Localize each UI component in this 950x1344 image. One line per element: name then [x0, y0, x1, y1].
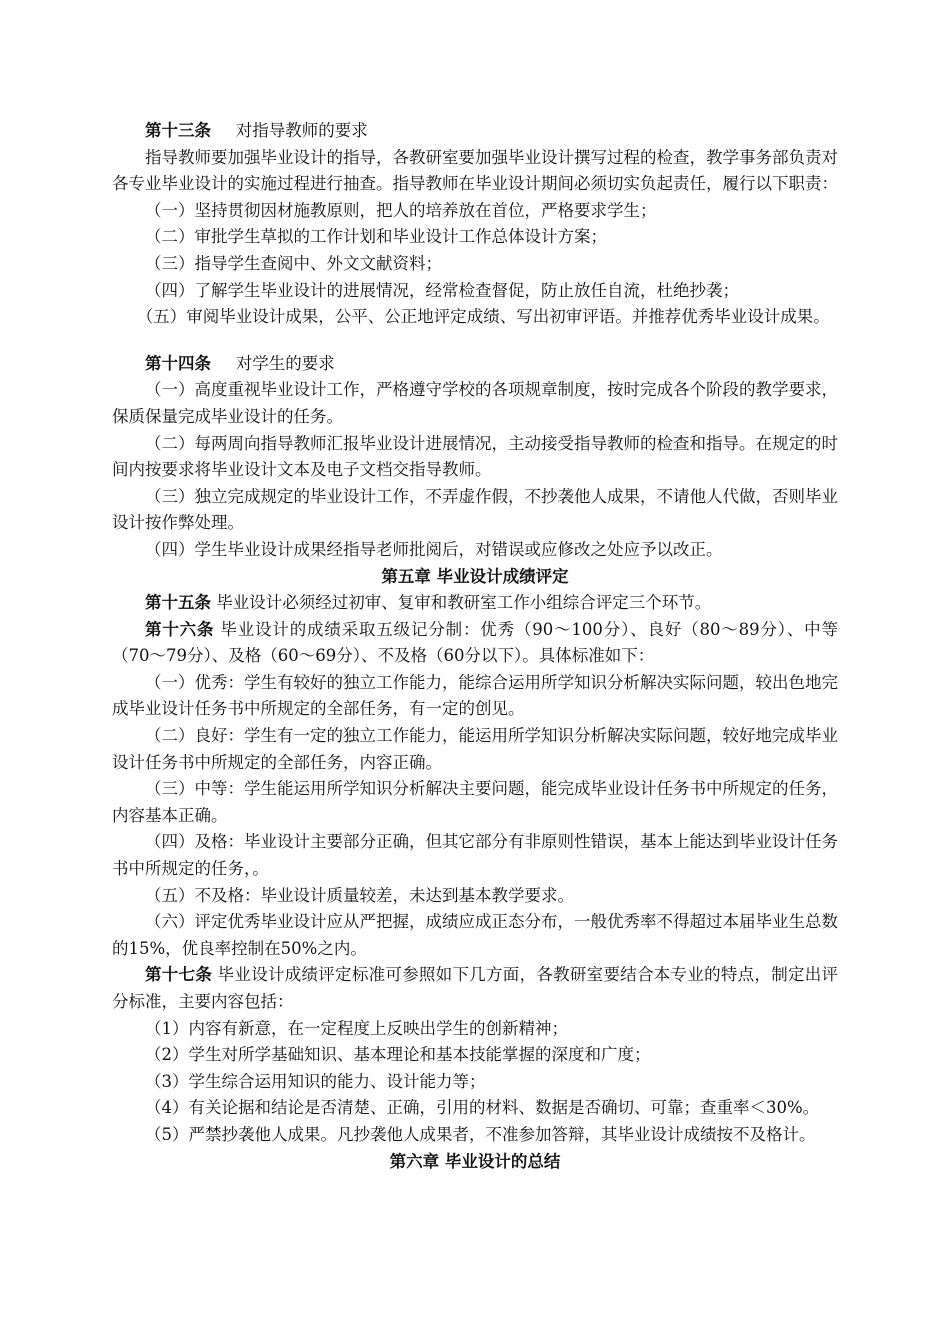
- article-17-item-5: （5）严禁抄袭他人成果。凡抄袭他人成果者，不准参加答辩，其毕业设计成绩按不及格计。: [145, 1124, 816, 1144]
- article-17-item-3: （3）学生综合运用知识的能力、设计能力等；: [145, 1071, 486, 1091]
- article-14-item-4: （四）学生毕业设计成果经指导老师批阅后，对错误或应修改之处应予以改正。: [145, 539, 723, 559]
- article-13-item-3: （三）指导学生查阅中、外文文献资料；: [145, 253, 442, 273]
- article-17-text: 毕业设计成绩评定标准可参照如下几方面，各教研室要结合本专业的特点，制定出评分标准，主要内容包括：: [112, 965, 839, 1011]
- article-17-heading: 第十七条: [145, 965, 213, 985]
- article-15-text: 毕业设计必须经过初审、复审和教研室工作小组综合评定三个环节。: [216, 593, 712, 613]
- article-14-item-2: （二）每两周向指导教师汇报毕业设计进展情况，主动接受指导教师的检查和指导。在规定的时间内按要求将毕业设计文本及电子文档交指导教师。: [112, 433, 838, 480]
- article-14-heading-line: [112, 351, 838, 378]
- article-14-item-3: （三）独立完成规定的毕业设计工作，不弄虚作假，不抄袭他人成果，不请他人代做，否则毕业设计按作弊处理。: [112, 486, 838, 533]
- article-13-intro: 指导教师要加强毕业设计的指导，各教研室要加强毕业设计撰写过程的检查，教学事务部负责对各专业毕业设计的实施过程进行抽查。指导教师在毕业设计期间必须切实负起责任，履行以下职责：: [112, 147, 838, 194]
- document-page: [112, 118, 838, 1175]
- article-13-item-5: （五）审阅毕业设计成果，公平、公正地评定成绩、写出初审评语。并推荐优秀毕业设计成果。: [136, 307, 830, 327]
- article-16-item-4: （四）及格：毕业设计主要部分正确，但其它部分有非原则性错误，基本上能达到毕业设计任务书中所规定的任务，。: [112, 832, 838, 879]
- article-13-title: 对指导教师的要求: [235, 121, 368, 140]
- article-17-item-1: （1）内容有新意，在一定程度上反映出学生的创新精神；: [145, 1018, 568, 1038]
- article-15: [112, 590, 838, 617]
- chapter-6-title: 第六章 毕业设计的总结: [389, 1151, 561, 1171]
- article-15-heading: 第十五条: [145, 593, 211, 613]
- article-16-heading: 第十六条: [145, 619, 215, 639]
- article-16: [112, 617, 838, 670]
- article-14-item-1: （一）高度重视毕业设计工作，严格遵守学校的各项规章制度，按时完成各个阶段的教学要求，保质保量完成毕业设计的任务。: [112, 380, 838, 426]
- article-16-text: 毕业设计的成绩采取五级记分制：优秀（90～100分）、良好（80～89分）、中等（70～79分）、及格（60～69分）、不及格（60分以下）。具体标准如下：: [112, 619, 838, 666]
- article-14-title: 对学生的要求: [235, 353, 335, 373]
- article-13-heading-line: [112, 118, 838, 145]
- article-16-item-3: （三）中等：学生能运用所学知识分析解决主要问题，能完成毕业设计任务书中所规定的任务，内容基本正确。: [112, 779, 838, 825]
- article-16-item-5: （五）不及格：毕业设计质量较差，未达到基本教学要求。: [145, 885, 574, 905]
- article-17-item-2: （2）学生对所学基础知识、基本理论和基本技能掌握的深度和广度；: [145, 1045, 651, 1065]
- article-14-heading: 第十四条: [145, 353, 211, 373]
- article-16-item-1: （一）优秀：学生有较好的独立工作能力，能综合运用所学知识分析解决实际问题，较出色地完成毕业设计任务书中所规定的全部任务，有一定的创见。: [112, 672, 838, 719]
- article-16-item-2: （二）良好：学生有一定的独立工作能力，能运用所学知识分析解决实际问题，较好地完成毕业设计任务书中所规定的全部任务，内容正确。: [112, 726, 838, 772]
- article-13-item-4: （四）了解学生毕业设计的进展情况，经常检查督促，防止放任自流，杜绝抄袭；: [145, 280, 739, 300]
- article-13-item-1: （一）坚持贯彻因材施教原则，把人的培养放在首位，严格要求学生；: [145, 200, 657, 220]
- article-13-item-2: （二）审批学生草拟的工作计划和毕业设计工作总体设计方案；: [145, 227, 607, 247]
- chapter-5-title: 第五章 毕业设计成绩评定: [381, 566, 569, 586]
- article-13-heading: 第十三条: [145, 121, 211, 140]
- article-16-item-6: （六）评定优秀毕业设计应从严把握，成绩应成正态分布，一般优秀率不得超过本届毕业生总数的15%，优良率控制在50%之内。: [112, 912, 838, 958]
- article-17-item-4: （4）有关论据和结论是否清楚、正确，引用的材料、数据是否确切、可靠；查重率＜30%。: [145, 1098, 820, 1118]
- article-17: [112, 962, 838, 1015]
